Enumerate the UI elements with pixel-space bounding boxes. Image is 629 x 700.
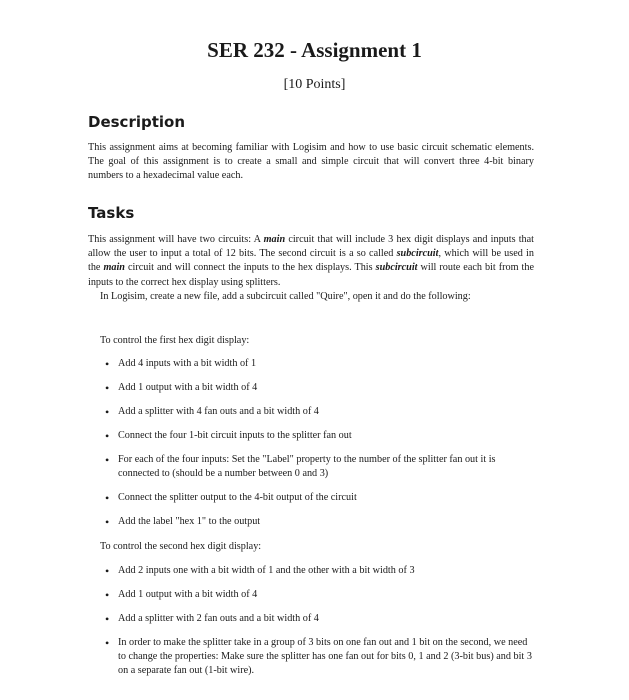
- intro-text-c: , which will be used in the: [88, 248, 534, 274]
- tasks-intro: [88, 233, 534, 304]
- intro-text-d: circuit and will connect the inputs to the hex displays. This: [124, 262, 376, 274]
- list-item: • Add a splitter with 4 fan outs and a bit width of 4: [105, 405, 535, 419]
- list-item: • Add 2 inputs one with a bit width of 1 and the other with a bit width of 3: [105, 564, 535, 578]
- list-item: • Add 1 output with a bit width of 4: [105, 381, 535, 395]
- main-emphasis: main: [263, 234, 286, 245]
- tasks-heading: Tasks: [88, 204, 135, 222]
- page-title: SER 232 - Assignment 1: [207, 38, 422, 62]
- description-paragraph: This assignment aims at becoming familiar with Logisim and how to use basic circuit schematic elements. The goal of this assignment is to create a small and simple circuit that will convert three 4-bit binary numbers to a hexadecimal value each.: [88, 142, 534, 182]
- list-item: • Add 1 output with a bit width of 4: [105, 588, 535, 602]
- list-item: • In order to make the splitter take in a group of 3 bits on one fan out and 1 bit on the second, we need to change the properties: Make sure the splitter has one fan out for bits 0, 1 and 2 (3-bit bus) and bit 3 on a separate fan out (1-bit wire).: [105, 636, 535, 678]
- intro-text-a: This assignment will have two circuits: A: [88, 234, 264, 245]
- second-display-list: [105, 564, 535, 688]
- intro-text-b: circuit that will include 3 hex digit displays and inputs that allow the user to input a total of 12 bits. The second circuit is a so called: [88, 234, 535, 260]
- list-item: • For each of the four inputs: Set the "Label" property to the number of the splitter fan out it is connected to (should be a number between 0 and 3): [105, 453, 535, 481]
- tasks-step-2: In Logisim, create a new file, add a subcircuit called "Quire", open it and do the following:: [100, 290, 471, 302]
- list-item: • Connect the splitter output to the 4-bit output of the circuit: [105, 491, 535, 505]
- first-display-lead: To control the first hex digit display:: [100, 335, 250, 346]
- subcircuit-emphasis: subcircuit: [396, 248, 439, 260]
- list-item: • Add a splitter with 2 fan outs and a bit width of 4: [105, 612, 535, 626]
- list-item: • Add the label "hex 1" to the output: [105, 515, 535, 529]
- list-item: • Connect the four 1-bit circuit inputs to the splitter fan out: [105, 429, 535, 443]
- second-display-lead: To control the second hex digit display:: [100, 541, 262, 552]
- description-heading: Description: [88, 113, 186, 131]
- subcircuit-emphasis-2: subcircuit: [375, 262, 418, 274]
- description-text: [88, 141, 534, 184]
- tasks-intro-paragraph: [88, 233, 534, 290]
- list-item: • Add 4 inputs with a bit width of 1: [105, 357, 535, 371]
- first-display-list: [105, 357, 535, 539]
- main-emphasis-2: main: [103, 262, 125, 274]
- points-label: [10 Points]: [283, 77, 346, 92]
- intro-text-e: will route each bit from the inputs to the correct hex display using splitters.: [88, 262, 534, 288]
